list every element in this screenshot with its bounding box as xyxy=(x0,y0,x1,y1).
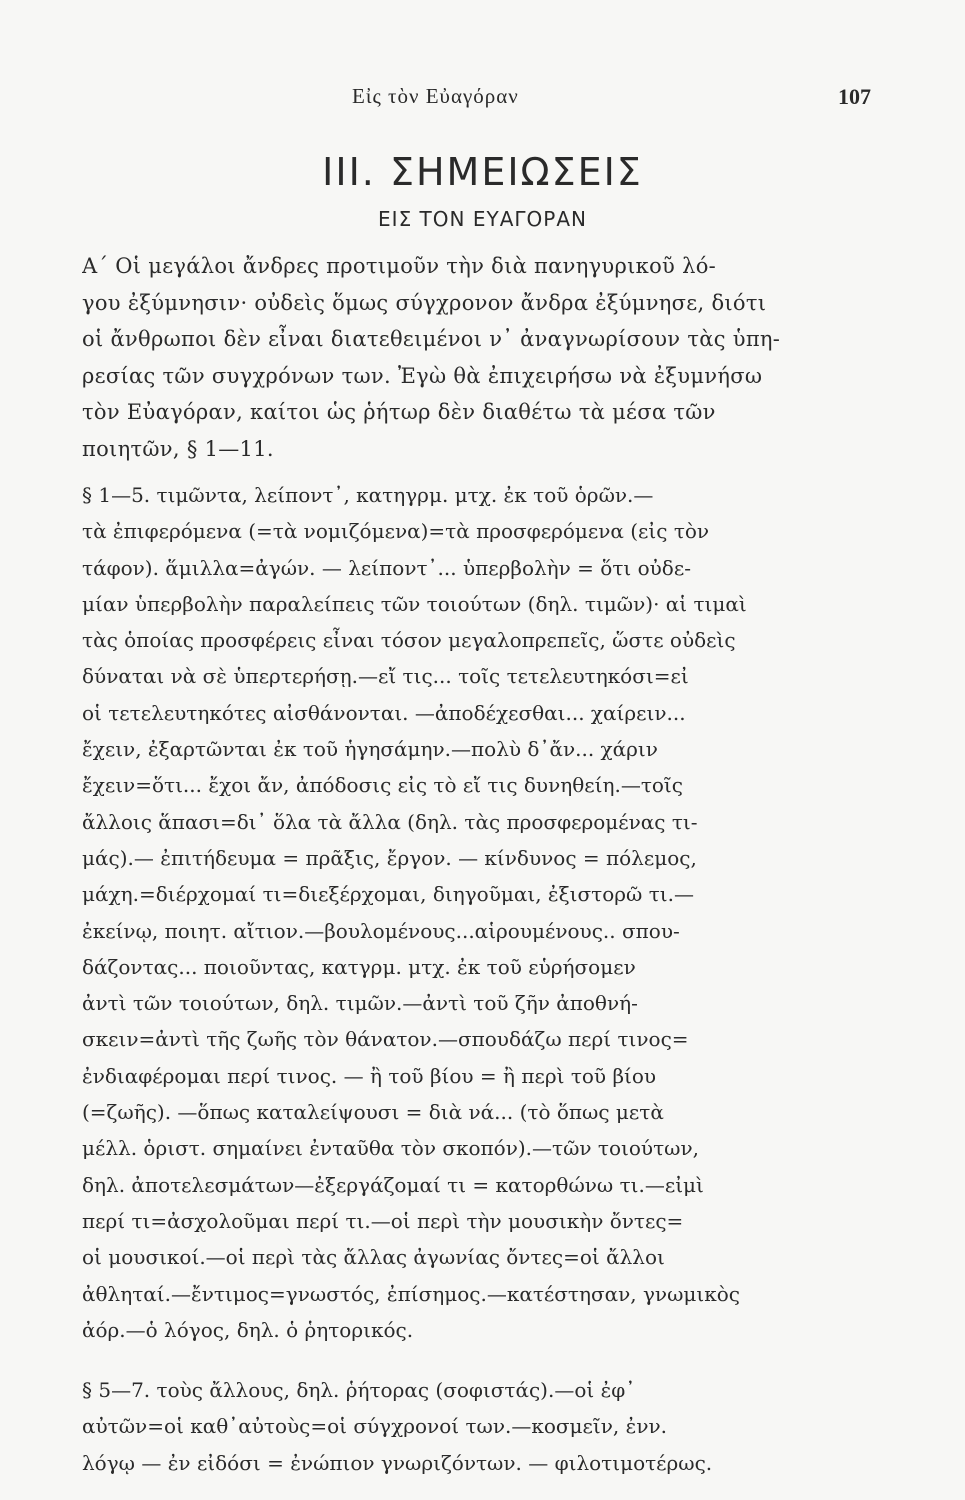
text-line: ἀόρ.—ὁ λόγος, δηλ. ὁ ῥητορικός. xyxy=(82,1317,414,1342)
text-line: ἔχειν=ὅτι... ἔχοι ἄν, ἀπόδοσις εἰς τὸ εἴ τις δυνηθείη.—τοῖς xyxy=(82,773,683,798)
text-line: τὰ ἐπιφερόμενα (=τὰ νομιζόμενα)=τὰ προσφερόμενα (εἰς τὸν xyxy=(82,519,710,544)
notes-paragraph xyxy=(82,477,882,1348)
text-line: περί τι=ἀσχολοῦμαι περί τι.—οἱ περὶ τὴν μουσικὴν ὄντες= xyxy=(82,1208,684,1233)
chapter-title: III. ΣΗΜΕΙΩΣΕΙΣ xyxy=(322,150,643,194)
text-line: οἱ τετελευτηκότες αἰσθάνονται. —ἀποδέχεσθαι... χαίρειν... xyxy=(82,700,686,725)
text-line: λόγῳ — ἐν εἰδόσι = ἐνώπιον γνωριζόντων. — φιλοτιμοτέρως. xyxy=(82,1450,713,1475)
running-head xyxy=(0,84,965,114)
text-line: τάφον). ἅμιλλα=ἀγών. — λείποντ᾿... ὑπερβολὴν = ὅτι οὐδε- xyxy=(82,555,691,580)
text-line: τὰς ὁποίας προσφέρεις εἶναι τόσον μεγαλοπρεπεῖς, ὥστε οὐδεὶς xyxy=(82,628,736,653)
text-line: (=ζωῆς). —ὅπως καταλείψουσι = διὰ νά... (τὸ ὅπως μετὰ xyxy=(82,1100,664,1125)
text-line: γου ἐξύμνησιν· οὐδεὶς ὅμως σύγχρονον ἄνδρα ἐξύμνησε, διότι xyxy=(82,290,767,315)
text-line: μίαν ὑπερβολὴν παραλείπεις τῶν τοιούτων (δηλ. τιμῶν)· αἱ τιμαὶ xyxy=(82,591,747,616)
text-line: ἀθληταί.—ἔντιμος=γνωστός, ἐπίσημος.—κατέστησαν, γνωμικὸς xyxy=(82,1281,740,1306)
text-line: δάζοντας... ποιοῦντας, κατγρμ. μτχ. ἐκ τοῦ εὑρήσομεν xyxy=(82,954,636,979)
text-line: ρεσίας τῶν συγχρόνων των. Ἐγὼ θὰ ἐπιχειρήσω νὰ ἐξυμνήσω xyxy=(82,363,763,388)
running-head-title: Εἰς τὸν Εὐαγόραν xyxy=(352,84,519,108)
text-line: ἐνδιαφέρομαι περί τινος. — ἢ τοῦ βίου = ἢ περὶ τοῦ βίου xyxy=(82,1063,657,1088)
text-line: ἐκείνῳ, ποιητ. αἴτιον.—βουλομένους...αἱρουμένους.. σπου- xyxy=(82,918,680,943)
text-line: τὸν Εὐαγόραν, καίτοι ὡς ῥήτωρ δὲν διαθέτω τὰ μέσα τῶν xyxy=(82,400,716,424)
page-number: 107 xyxy=(838,84,871,109)
text-line: ἄλλοις ἅπασι=δι᾿ ὅλα τὰ ἄλλα (δηλ. τὰς προσφερομένας τι- xyxy=(82,809,698,834)
text-line: § 1—5. τιμῶντα, λείποντ᾿, κατηγρμ. μτχ. ἐκ τοῦ ὁρῶν.— xyxy=(82,483,654,507)
text-line: αὐτῶν=οἱ καθ᾿αὐτοὺς=οἱ σύγχρονοί των.—κοσμεῖν, ἐνν. xyxy=(82,1414,668,1439)
intro-paragraph xyxy=(82,248,882,467)
text-line: μάχη.=διέρχομαί τι=διεξέρχομαι, διηγοῦμαι, ἐξιστορῶ τι.— xyxy=(82,882,694,907)
text-line: σκειν=ἀντὶ τῆς ζωῆς τὸν θάνατον.—σπουδάζω περί τινος= xyxy=(82,1027,689,1052)
text-line: Α΄ Οἱ μεγάλοι ἄνδρες προτιμοῦν τὴν διὰ πανηγυρικοῦ λό- xyxy=(82,254,717,278)
text-line: δύναται νὰ σὲ ὑπερτερήσῃ.—εἴ τις... τοῖς τετελευτηκόσι=εἰ xyxy=(82,664,689,689)
text-line: ἔχειν, ἐξαρτῶνται ἐκ τοῦ ἡγησάμην.—πολὺ δ᾿ἄν... χάριν xyxy=(82,737,658,762)
text-line: ποιητῶν, § 1—11. xyxy=(82,436,274,461)
text-line: μάς).— ἐπιτήδευμα = πρᾶξις, ἔργον. — κίνδυνος = πόλεμος, xyxy=(82,845,697,870)
text-line: ἀντὶ τῶν τοιούτων, δηλ. τιμῶν.—ἀντὶ τοῦ ζῆν ἀποθνή- xyxy=(82,991,638,1016)
text-line: δηλ. ἀποτελεσμάτων—ἐξεργάζομαί τι = κατορθώνω τι.—εἰμὶ xyxy=(82,1172,704,1197)
text-line: § 5—7. τοὺς ἄλλους, δηλ. ῥήτορας (σοφιστάς).—οἱ ἐφ᾿ xyxy=(82,1378,636,1402)
text-line: οἱ ἄνθρωποι δὲν εἶναι διατεθειμένοι ν᾿ ἀναγνωρίσουν τὰς ὑπη- xyxy=(82,327,781,351)
text-line: οἱ μουσικοί.—οἱ περὶ τὰς ἄλλας ἀγωνίας ὄντες=οἱ ἄλλοι xyxy=(82,1245,665,1270)
chapter-subtitle: ΕΙΣ ΤΟΝ ΕΥΑΓΟΡΑΝ xyxy=(378,207,587,231)
notes-paragraph-2 xyxy=(82,1372,882,1481)
text-line: μέλλ. ὁριστ. σημαίνει ἐνταῦθα τὸν σκοπόν).—τῶν τοιούτων, xyxy=(82,1136,699,1161)
